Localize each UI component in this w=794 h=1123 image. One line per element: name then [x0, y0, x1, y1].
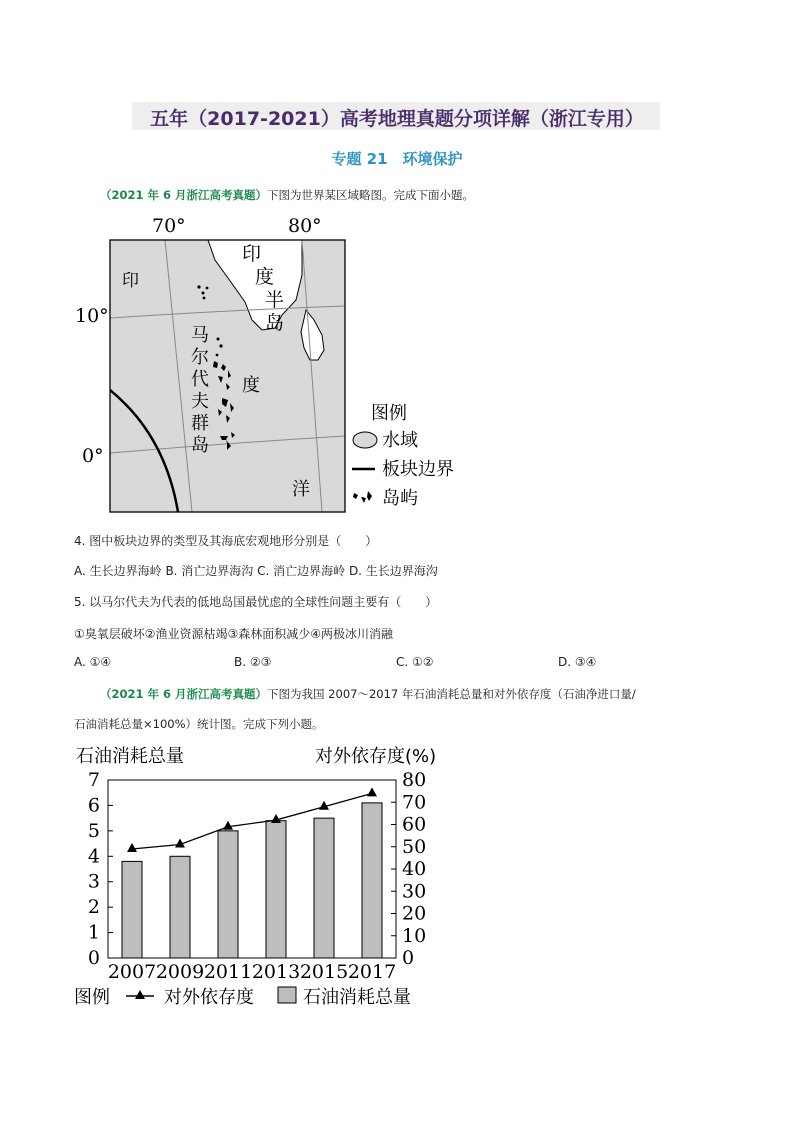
bar-2015 — [314, 818, 334, 958]
x-label-2015: 2015 — [299, 961, 349, 983]
section1-source: （2021 年 6 月浙江高考真题） — [100, 188, 268, 202]
right-tick-label: 70 — [402, 791, 427, 814]
x-label-2013: 2013 — [251, 961, 301, 983]
label-maldives-3: 代 — [191, 369, 209, 390]
point-2011 — [223, 821, 233, 830]
section2-source: （2021 年 6 月浙江高考真题） — [100, 687, 268, 701]
chart-legend-title: 图例 — [74, 987, 110, 1008]
legend-island-symbol — [353, 491, 372, 503]
left-tick-label: 6 — [87, 794, 100, 817]
left-tick-label: 4 — [87, 845, 100, 868]
q5-items: ①臭氧层破坏②渔业资源枯竭③森林面积减少④两极冰川消融 — [74, 627, 394, 641]
bar-2011 — [218, 831, 238, 958]
page-subtitle: 专题 21 环境保护 — [331, 150, 463, 168]
lon-label-80: 80° — [288, 215, 322, 237]
label-maldives-1: 马 — [191, 325, 209, 346]
left-tick-label: 0 — [87, 947, 100, 969]
label-yang: 洋 — [292, 479, 310, 500]
point-2017 — [367, 787, 377, 796]
bar-series — [122, 803, 382, 958]
map-legend-title: 图例 — [371, 403, 407, 424]
label-maldives-2: 尔 — [191, 347, 209, 368]
legend-boundary-label: 板块边界 — [382, 459, 454, 480]
lon-label-70: 70° — [152, 215, 186, 237]
section2-text-1: 下图为我国 2007～2017 年石油消耗总量和对外依存度（石油净进口量/ — [267, 687, 636, 701]
region-map — [70, 210, 490, 520]
x-axis-labels — [108, 961, 396, 983]
left-tick-label: 7 — [87, 769, 100, 791]
section1-text: 下图为世界某区域略图。完成下面小题。 — [267, 188, 475, 202]
label-peninsula-3: 半 — [265, 289, 285, 311]
right-tick-label: 80 — [402, 769, 427, 791]
section1-intro — [100, 187, 474, 203]
bar-2007 — [122, 861, 142, 958]
section2-intro-line1 — [100, 686, 636, 702]
q5-option-d: D. ③④ — [558, 655, 597, 669]
page-title: 五年（2017-2021）高考地理真题分项详解（浙江专用） — [150, 108, 644, 130]
ocean-area — [110, 240, 345, 512]
line-series — [127, 787, 377, 852]
legend-water-symbol — [353, 432, 377, 448]
q4-options: A. 生长边界海岭 B. 消亡边界海沟 C. 消亡边界海岭 D. 生长边界海沟 — [74, 564, 438, 578]
lat-label-0: 0° — [82, 445, 104, 467]
legend-water-label: 水域 — [382, 430, 418, 451]
left-tick-label: 5 — [87, 819, 100, 842]
section2-intro-line2: 石油消耗总量×100%）统计图。完成下列小题。 — [74, 717, 324, 731]
q5-stem: 5. 以马尔代夫为代表的低地岛国最忧虑的全球性问题主要有（ ） — [74, 595, 438, 609]
right-tick-label: 30 — [402, 880, 427, 903]
label-du: 度 — [242, 375, 260, 396]
legend-triangle-symbol — [135, 990, 145, 999]
right-tick-label: 20 — [402, 902, 427, 925]
plot-frame — [108, 780, 396, 958]
right-tick-label: 50 — [402, 835, 427, 858]
legend-line-label: 对外依存度 — [164, 987, 254, 1008]
legend-bar-symbol — [278, 987, 296, 1003]
bar-2013 — [266, 821, 286, 958]
label-yin: 印 — [122, 271, 139, 291]
x-label-2009: 2009 — [155, 961, 205, 983]
oil-chart — [60, 740, 440, 1015]
label-peninsula-1: 印 — [242, 243, 262, 265]
legend-island-label: 岛屿 — [382, 488, 418, 509]
bar-2009 — [170, 856, 190, 958]
point-2007 — [127, 843, 137, 852]
q4-stem: 4. 图中板块边界的类型及其海底宏观地形分别是（ ） — [74, 534, 378, 548]
bar-2017 — [362, 803, 382, 958]
dependence-line — [132, 793, 372, 849]
q5-option-a: A. ①④ — [74, 655, 112, 669]
label-maldives-4: 夫 — [191, 391, 209, 412]
label-peninsula-2: 度 — [255, 266, 275, 288]
left-axis-title: 石油消耗总量 — [76, 746, 184, 767]
q5-option-b: B. ②③ — [234, 655, 272, 669]
x-label-2017: 2017 — [347, 961, 397, 983]
label-peninsula-4: 岛 — [265, 312, 285, 334]
label-maldives-5: 群 — [191, 413, 209, 434]
right-tick-label: 40 — [402, 858, 427, 880]
left-tick-label: 3 — [87, 870, 100, 893]
right-tick-label: 10 — [402, 924, 427, 947]
left-tick-label: 1 — [87, 921, 100, 944]
left-tick-label: 2 — [87, 896, 100, 919]
right-tick-label: 0 — [402, 947, 415, 969]
legend-bar-label: 石油消耗总量 — [303, 987, 411, 1008]
right-axis-title: 对外依存度(%) — [315, 746, 437, 767]
q5-option-c: C. ①② — [396, 655, 434, 669]
label-maldives-6: 岛 — [191, 435, 209, 456]
x-label-2007: 2007 — [107, 961, 157, 983]
right-tick-label: 60 — [402, 813, 427, 836]
left-axis-ticks — [88, 769, 113, 969]
x-label-2011: 2011 — [203, 961, 253, 983]
lat-label-10: 10° — [75, 305, 109, 327]
